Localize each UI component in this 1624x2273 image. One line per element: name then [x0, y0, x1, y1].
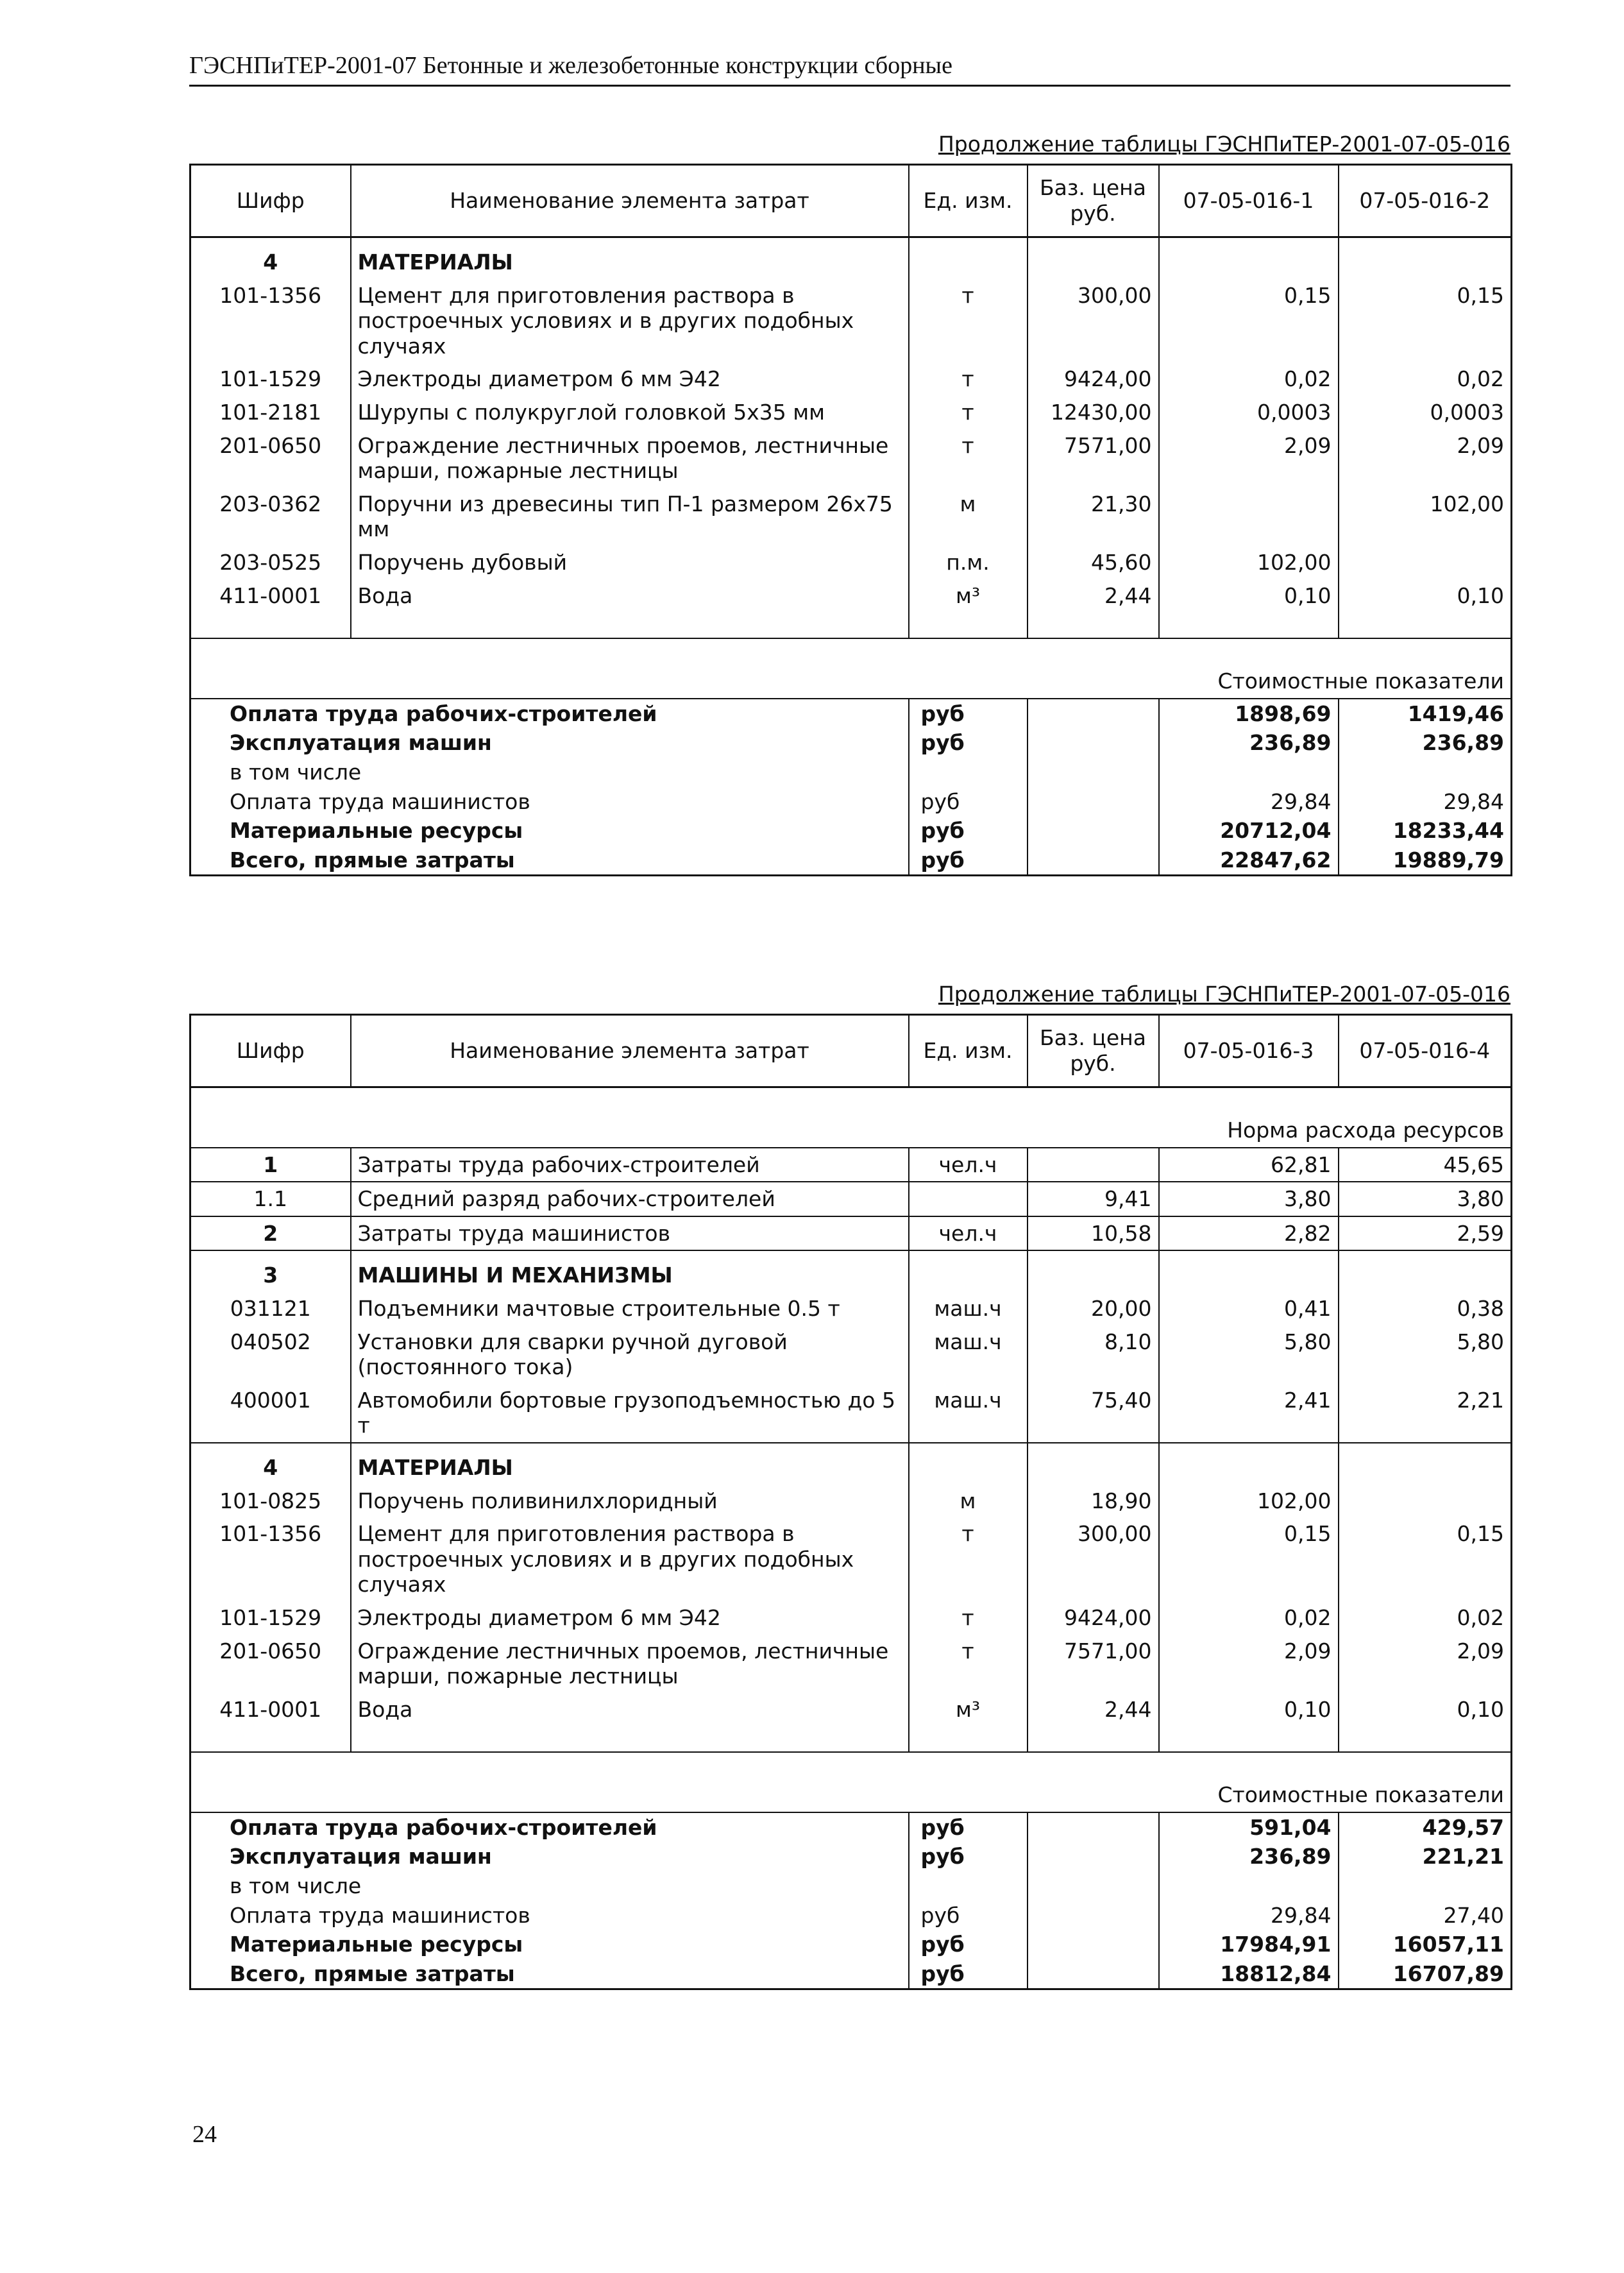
row-value-a: 2,09: [1159, 429, 1339, 488]
row-name: Установки для сварки ручной дуговой (постоянного тока): [351, 1325, 909, 1384]
row-value-b: 2,21: [1457, 1387, 1504, 1413]
cost-value-b: 236,89: [1422, 730, 1504, 756]
page-number: 24: [192, 2121, 217, 2148]
row-code: 101-0825: [190, 1485, 351, 1518]
norm-band: [190, 1087, 1512, 1148]
section-title: МАТЕРИАЛЫ: [351, 237, 909, 279]
row-value-b: 0,38: [1457, 1295, 1504, 1321]
row-unit: т: [909, 279, 1028, 363]
cost-unit: руб: [909, 699, 1028, 729]
cost-row: [190, 1959, 1512, 1989]
row-value-a: 0,02: [1159, 362, 1339, 396]
empty-cell: [909, 1250, 1028, 1292]
row-price: 9424,00: [1028, 1601, 1159, 1635]
row-value-a: 5,80: [1159, 1325, 1339, 1384]
row-value-a: 0,10: [1159, 579, 1339, 613]
row-price: 8,10: [1028, 1325, 1159, 1384]
labor-row: [190, 1148, 1512, 1182]
row-value-a: 102,00: [1159, 546, 1339, 579]
row-price: [1028, 1148, 1159, 1182]
row-price: 7571,00: [1028, 429, 1159, 488]
cost-value-b: [1339, 1871, 1512, 1901]
empty-cell: [1028, 1812, 1159, 1843]
cost-value-a: 29,84: [1159, 1901, 1339, 1930]
table2-caption: Продолжение таблицы ГЭСНПиТЕР-2001-07-05-016: [938, 982, 1510, 1007]
row-code: 101-1356: [190, 1517, 351, 1601]
row-value-a: 0,0003: [1159, 396, 1339, 429]
cost-value-a: 591,04: [1159, 1812, 1339, 1843]
row-code: 101-1529: [190, 362, 351, 396]
col-code-header: Шифр: [190, 165, 351, 237]
section-title: МАШИНЫ И МЕХАНИЗМЫ: [351, 1250, 909, 1292]
table1-caption: Продолжение таблицы ГЭСНПиТЕР-2001-07-05-016: [938, 132, 1510, 157]
row-unit: т: [909, 1601, 1028, 1635]
cost-value-a: 20712,04: [1159, 816, 1339, 846]
cost-value-a: 1898,69: [1159, 699, 1339, 729]
empty-cell: [1028, 816, 1159, 846]
empty-cell: [1159, 1250, 1339, 1292]
row-value-a: 2,09: [1159, 1635, 1339, 1693]
row-unit: м³: [909, 1693, 1028, 1726]
table1-body: [190, 237, 1512, 876]
cost-label: Материальные ресурсы: [230, 818, 523, 844]
row-value-a: [1159, 488, 1339, 546]
row-price: 9424,00: [1028, 362, 1159, 396]
cost-value-a: 17984,91: [1159, 1930, 1339, 1959]
row-unit: п.м.: [909, 546, 1028, 579]
table2-resource-norms: [189, 1014, 1512, 1990]
empty-cell: [1339, 1443, 1512, 1485]
row-value-a: 0,15: [1159, 279, 1339, 363]
col-name-header: Наименование элемента затрат: [351, 165, 909, 237]
row-name: Цемент для приготовления раствора в построечных условиях и в других подобных случаях: [351, 1517, 909, 1601]
cost-row: [190, 758, 1512, 787]
cost-row: [190, 1842, 1512, 1871]
cost-row: [190, 787, 1512, 817]
row-code: 411-0001: [190, 1693, 351, 1726]
row-price: 18,90: [1028, 1485, 1159, 1518]
cost-label: Оплата труда машинистов: [230, 1902, 530, 1928]
row-value-b: [1339, 546, 1512, 579]
empty-cell: [1028, 237, 1159, 279]
cost-label: Эксплуатация машин: [230, 730, 492, 756]
resource-row: [190, 396, 1512, 429]
resource-row: [190, 1384, 1512, 1443]
resource-row: [190, 488, 1512, 546]
row-value-b: 2,59: [1339, 1216, 1512, 1251]
col-b-header: 07-05-016-4: [1339, 1015, 1512, 1087]
cost-label: Оплата труда рабочих-строителей: [230, 701, 657, 726]
resource-row: [190, 1325, 1512, 1384]
row-value-a: 0,02: [1159, 1601, 1339, 1635]
cost-value-b: 19889,79: [1392, 847, 1504, 873]
running-header: ГЭСНПиТЕР-2001-07 Бетонные и железобетонные конструкции сборные: [189, 51, 1510, 87]
col-price-header: Баз. цена руб.: [1028, 165, 1159, 237]
row-value-b: 2,09: [1457, 1638, 1504, 1664]
empty-cell: [1028, 758, 1159, 787]
row-code: 201-0650: [190, 1635, 351, 1693]
table1-resource-norms: [189, 164, 1512, 876]
row-code: 101-2181: [190, 396, 351, 429]
cost-value-b: 16057,11: [1392, 1932, 1504, 1957]
resource-row: [190, 1601, 1512, 1635]
cost-value-a: 236,89: [1159, 728, 1339, 758]
row-price: 2,44: [1028, 1693, 1159, 1726]
cost-label: Оплата труда машинистов: [230, 788, 530, 814]
empty-cell: [1028, 1871, 1159, 1901]
row-price: 10,58: [1028, 1216, 1159, 1251]
row-price: 45,60: [1028, 546, 1159, 579]
cost-label: в том числе: [230, 1873, 362, 1899]
cost-unit: руб: [909, 846, 1028, 876]
row-name: Поручень дубовый: [351, 546, 909, 579]
row-code: 1.1: [190, 1182, 351, 1216]
cost-value-a: [1159, 758, 1339, 787]
cost-value-b: 18233,44: [1392, 818, 1504, 844]
cost-row: [190, 816, 1512, 846]
resource-row: [190, 279, 1512, 363]
row-code: 203-0362: [190, 488, 351, 546]
empty-cell: [1028, 787, 1159, 817]
spacer-row: [190, 1726, 1512, 1752]
col-price-header: Баз. цена руб.: [1028, 1015, 1159, 1087]
row-name: Шурупы с полукруглой головкой 5x35 мм: [351, 396, 909, 429]
cost-unit: [909, 758, 1028, 787]
row-value-b: 0,15: [1457, 1521, 1504, 1547]
row-value-b: 102,00: [1430, 491, 1504, 516]
cost-row: [190, 728, 1512, 758]
row-unit: чел.ч: [909, 1216, 1028, 1251]
cost-value-b: 429,57: [1422, 1814, 1504, 1840]
row-code: 2: [190, 1216, 351, 1251]
row-unit: м³: [909, 579, 1028, 613]
empty-cell: [1159, 237, 1339, 279]
norm-title: Норма расхода ресурсов: [190, 1087, 1512, 1148]
row-value-b: 5,80: [1457, 1329, 1504, 1354]
row-name: Затраты труда рабочих-строителей: [351, 1148, 909, 1182]
empty-cell: [1028, 699, 1159, 729]
section-code: 4: [190, 1443, 351, 1485]
cost-label: Материальные ресурсы: [230, 1932, 523, 1957]
cost-value-b: 221,21: [1422, 1844, 1504, 1869]
cost-unit: [909, 1871, 1028, 1901]
row-code: 101-1356: [190, 279, 351, 363]
row-value-b: 3,80: [1339, 1182, 1512, 1216]
cost-value-b: 27,40: [1443, 1902, 1504, 1928]
row-unit: [909, 1182, 1028, 1216]
cost-value-a: 29,84: [1159, 787, 1339, 817]
empty-cell: [1028, 846, 1159, 876]
row-code: 411-0001: [190, 579, 351, 613]
cost-unit: руб: [909, 1901, 1028, 1930]
cost-value-a: 18812,84: [1159, 1959, 1339, 1989]
cost-label: Эксплуатация машин: [230, 1844, 492, 1869]
row-price: 7571,00: [1028, 1635, 1159, 1693]
row-name: Электроды диаметром 6 мм Э42: [351, 362, 909, 396]
cost-value-a: [1159, 1871, 1339, 1901]
cost-title: Стоимостные показатели: [190, 638, 1512, 699]
cost-unit: руб: [909, 1842, 1028, 1871]
row-unit: маш.ч: [909, 1292, 1028, 1325]
spacer-row: [190, 612, 1512, 638]
row-name: Ограждение лестничных проемов, лестничные марши, пожарные лестницы: [351, 1635, 909, 1693]
cost-label: Всего, прямые затраты: [230, 847, 515, 873]
resource-row: [190, 579, 1512, 613]
resource-row: [190, 429, 1512, 488]
cost-value-a: 236,89: [1159, 1842, 1339, 1871]
row-value-a: 2,41: [1159, 1384, 1339, 1443]
row-value-a: 0,15: [1159, 1517, 1339, 1601]
resource-row: [190, 1517, 1512, 1601]
row-unit: т: [909, 429, 1028, 488]
row-price: 2,44: [1028, 579, 1159, 613]
col-unit-header: Ед. изм.: [909, 1015, 1028, 1087]
empty-cell: [1028, 1901, 1159, 1930]
row-name: Вода: [351, 579, 909, 613]
empty-cell: [1339, 1250, 1512, 1292]
empty-cell: [909, 1443, 1028, 1485]
row-code: 101-1529: [190, 1601, 351, 1635]
row-name: Поручень поливинилхлоридный: [351, 1485, 909, 1518]
row-price: 300,00: [1028, 279, 1159, 363]
row-unit: м: [909, 488, 1028, 546]
row-value-b: 45,65: [1339, 1148, 1512, 1182]
cost-row: [190, 1871, 1512, 1901]
row-value-b: 0,02: [1457, 366, 1504, 392]
row-name: Цемент для приготовления раствора в построечных условиях и в других подобных случаях: [351, 279, 909, 363]
row-value-a: 2,82: [1159, 1216, 1339, 1251]
cost-unit: руб: [909, 816, 1028, 846]
cost-value-b: [1339, 758, 1512, 787]
col-a-header: 07-05-016-3: [1159, 1015, 1339, 1087]
cost-unit: руб: [909, 787, 1028, 817]
empty-cell: [1028, 1842, 1159, 1871]
row-value-b: 0,02: [1457, 1605, 1504, 1630]
section-code: 3: [190, 1250, 351, 1292]
row-value-a: 0,41: [1159, 1292, 1339, 1325]
col-code-header: Шифр: [190, 1015, 351, 1087]
cost-unit: руб: [909, 728, 1028, 758]
section-code: 4: [190, 237, 351, 279]
row-name: Автомобили бортовые грузоподъемностью до 5 т: [351, 1384, 909, 1443]
cost-row: [190, 1930, 1512, 1959]
cost-row: [190, 846, 1512, 876]
cost-unit: руб: [909, 1930, 1028, 1959]
cost-label: Оплата труда рабочих-строителей: [230, 1814, 657, 1840]
row-value-b: 0,10: [1457, 1696, 1504, 1722]
row-value-a: 62,81: [1159, 1148, 1339, 1182]
empty-cell: [1028, 728, 1159, 758]
table2-header-row: [190, 1015, 1512, 1087]
row-value-b: [1339, 1485, 1512, 1518]
row-name: Подъемники мачтовые строительные 0.5 т: [351, 1292, 909, 1325]
row-price: 21,30: [1028, 488, 1159, 546]
cost-row: [190, 1812, 1512, 1843]
cost-value-b: 1419,46: [1407, 701, 1504, 726]
row-code: 400001: [190, 1384, 351, 1443]
resource-row: [190, 546, 1512, 579]
row-unit: маш.ч: [909, 1384, 1028, 1443]
section-header: [190, 1443, 1512, 1485]
section-title: МАТЕРИАЛЫ: [351, 1443, 909, 1485]
cost-band: [190, 1752, 1512, 1812]
cost-value-a: 22847,62: [1159, 846, 1339, 876]
row-price: 9,41: [1028, 1182, 1159, 1216]
empty-cell: [1339, 237, 1512, 279]
row-value-a: 102,00: [1159, 1485, 1339, 1518]
cost-unit: руб: [909, 1959, 1028, 1989]
row-unit: м: [909, 1485, 1028, 1518]
resource-row: [190, 362, 1512, 396]
col-unit-header: Ед. изм.: [909, 165, 1028, 237]
empty-cell: [1028, 1959, 1159, 1989]
row-value-b: 0,0003: [1430, 399, 1504, 425]
table2-body: [190, 1087, 1512, 1989]
row-code: 203-0525: [190, 546, 351, 579]
row-value-b: 0,15: [1457, 282, 1504, 308]
row-price: 12430,00: [1028, 396, 1159, 429]
cost-label: Всего, прямые затраты: [230, 1961, 515, 1986]
cost-label: в том числе: [230, 759, 362, 785]
cost-band: [190, 638, 1512, 699]
col-name-header: Наименование элемента затрат: [351, 1015, 909, 1087]
row-price: 75,40: [1028, 1384, 1159, 1443]
cost-value-b: 16707,89: [1392, 1961, 1504, 1986]
cost-unit: руб: [909, 1812, 1028, 1843]
resource-row: [190, 1485, 1512, 1518]
resource-row: [190, 1693, 1512, 1726]
row-unit: маш.ч: [909, 1325, 1028, 1384]
cost-row: [190, 699, 1512, 729]
row-value-b: 0,10: [1457, 583, 1504, 608]
cost-value-b: 29,84: [1443, 788, 1504, 814]
empty-cell: [909, 237, 1028, 279]
row-code: 040502: [190, 1325, 351, 1384]
cost-title: Стоимостные показатели: [190, 1752, 1512, 1812]
row-price: 20,00: [1028, 1292, 1159, 1325]
resource-row: [190, 1635, 1512, 1693]
row-unit: т: [909, 362, 1028, 396]
labor-row: [190, 1216, 1512, 1251]
empty-cell: [1028, 1443, 1159, 1485]
row-code: 1: [190, 1148, 351, 1182]
row-name: Затраты труда машинистов: [351, 1216, 909, 1251]
row-name: Средний разряд рабочих-строителей: [351, 1182, 909, 1216]
row-name: Электроды диаметром 6 мм Э42: [351, 1601, 909, 1635]
section-header: [190, 237, 1512, 279]
row-unit: т: [909, 396, 1028, 429]
table1-header-row: [190, 165, 1512, 237]
row-code: 201-0650: [190, 429, 351, 488]
row-value-a: 0,10: [1159, 1693, 1339, 1726]
empty-cell: [1159, 1443, 1339, 1485]
resource-row: [190, 1292, 1512, 1325]
cost-row: [190, 1901, 1512, 1930]
empty-cell: [1028, 1250, 1159, 1292]
col-a-header: 07-05-016-1: [1159, 165, 1339, 237]
row-code: 031121: [190, 1292, 351, 1325]
row-unit: чел.ч: [909, 1148, 1028, 1182]
empty-cell: [1028, 1930, 1159, 1959]
row-name: Вода: [351, 1693, 909, 1726]
row-value-a: 3,80: [1159, 1182, 1339, 1216]
row-price: 300,00: [1028, 1517, 1159, 1601]
labor-row: [190, 1182, 1512, 1216]
row-name: Поручни из древесины тип П-1 размером 26x75 мм: [351, 488, 909, 546]
row-unit: т: [909, 1517, 1028, 1601]
row-name: Ограждение лестничных проемов, лестничные марши, пожарные лестницы: [351, 429, 909, 488]
row-value-b: 2,09: [1457, 432, 1504, 458]
col-b-header: 07-05-016-2: [1339, 165, 1512, 237]
section-header: [190, 1250, 1512, 1292]
row-unit: т: [909, 1635, 1028, 1693]
